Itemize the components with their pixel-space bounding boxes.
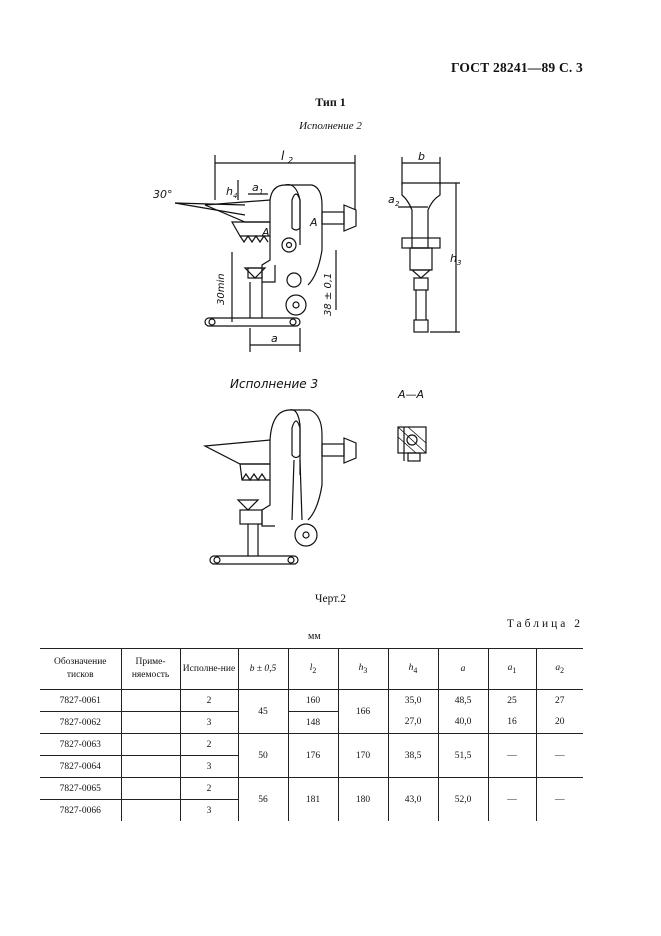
section-title: А—А: [398, 388, 425, 401]
label-h4: h: [226, 185, 233, 198]
header-a: a: [438, 649, 488, 690]
label-30min: 30min: [216, 273, 227, 305]
header-h3: $h_3$: [338, 649, 388, 690]
header-l2: $l_2$: [288, 649, 338, 690]
label-38: 38 ± 0,1: [323, 272, 334, 316]
variant-2-side-view: [398, 157, 460, 332]
header-variant: Исполне-ние: [180, 649, 238, 690]
label-angle: 30°: [153, 188, 173, 201]
label-a1-sub: 1: [259, 188, 264, 196]
label-h3: h: [450, 252, 457, 265]
header-a2: $a_2$: [536, 649, 583, 690]
label-l2: l: [281, 149, 285, 163]
units-label: мм: [308, 631, 321, 642]
dimensions-table: [40, 648, 583, 821]
table-title: Таблица 2: [506, 618, 583, 630]
label-b: b: [418, 150, 425, 163]
label-a2: a: [388, 193, 395, 206]
table-row: 7827-0065 2 56 181 180 43,0 52,0 — —: [40, 778, 583, 800]
header-designation: Обозначение тисков: [40, 649, 121, 690]
table-row: 7827-0061 2 45 160 166 35,0 48,5 25 27: [40, 690, 583, 712]
table-row: 7827-0064 3: [40, 756, 583, 778]
page-header: ГОСТ 28241—89 С. 3: [450, 60, 583, 75]
label-h3-sub: 3: [457, 259, 462, 267]
label-l2-sub: 2: [288, 156, 294, 165]
table-row: 7827-0066 3: [40, 800, 583, 822]
label-a-right: A: [310, 216, 318, 229]
header-b: b ± 0,5: [238, 649, 288, 690]
header-h4: $h_4$: [388, 649, 438, 690]
section-a-a: [398, 427, 426, 461]
table-row: 7827-0063 2 50 176 170 38,5 51,5 — —: [40, 734, 583, 756]
label-a1: a: [252, 181, 259, 194]
label-h4-sub: 4: [233, 192, 238, 200]
table-row: 7827-0062 3 148 27,0 40,0 16 20: [40, 712, 583, 734]
figure-caption: Черт.2: [315, 593, 346, 605]
label-a-left: A: [262, 226, 270, 239]
header-applicability: Приме-няемость: [121, 649, 180, 690]
label-a: a: [271, 332, 278, 345]
table-header-row: [40, 649, 583, 690]
variant-2-title: Исполнение 2: [299, 120, 362, 132]
label-a2-sub: 2: [395, 200, 400, 208]
variant-3-title: Исполнение 3: [230, 377, 319, 391]
variant-2-front-view: [175, 155, 356, 352]
header-a1: $a_1$: [488, 649, 536, 690]
variant-3-front-view: [205, 410, 356, 564]
type-title: Тип 1: [315, 95, 346, 109]
